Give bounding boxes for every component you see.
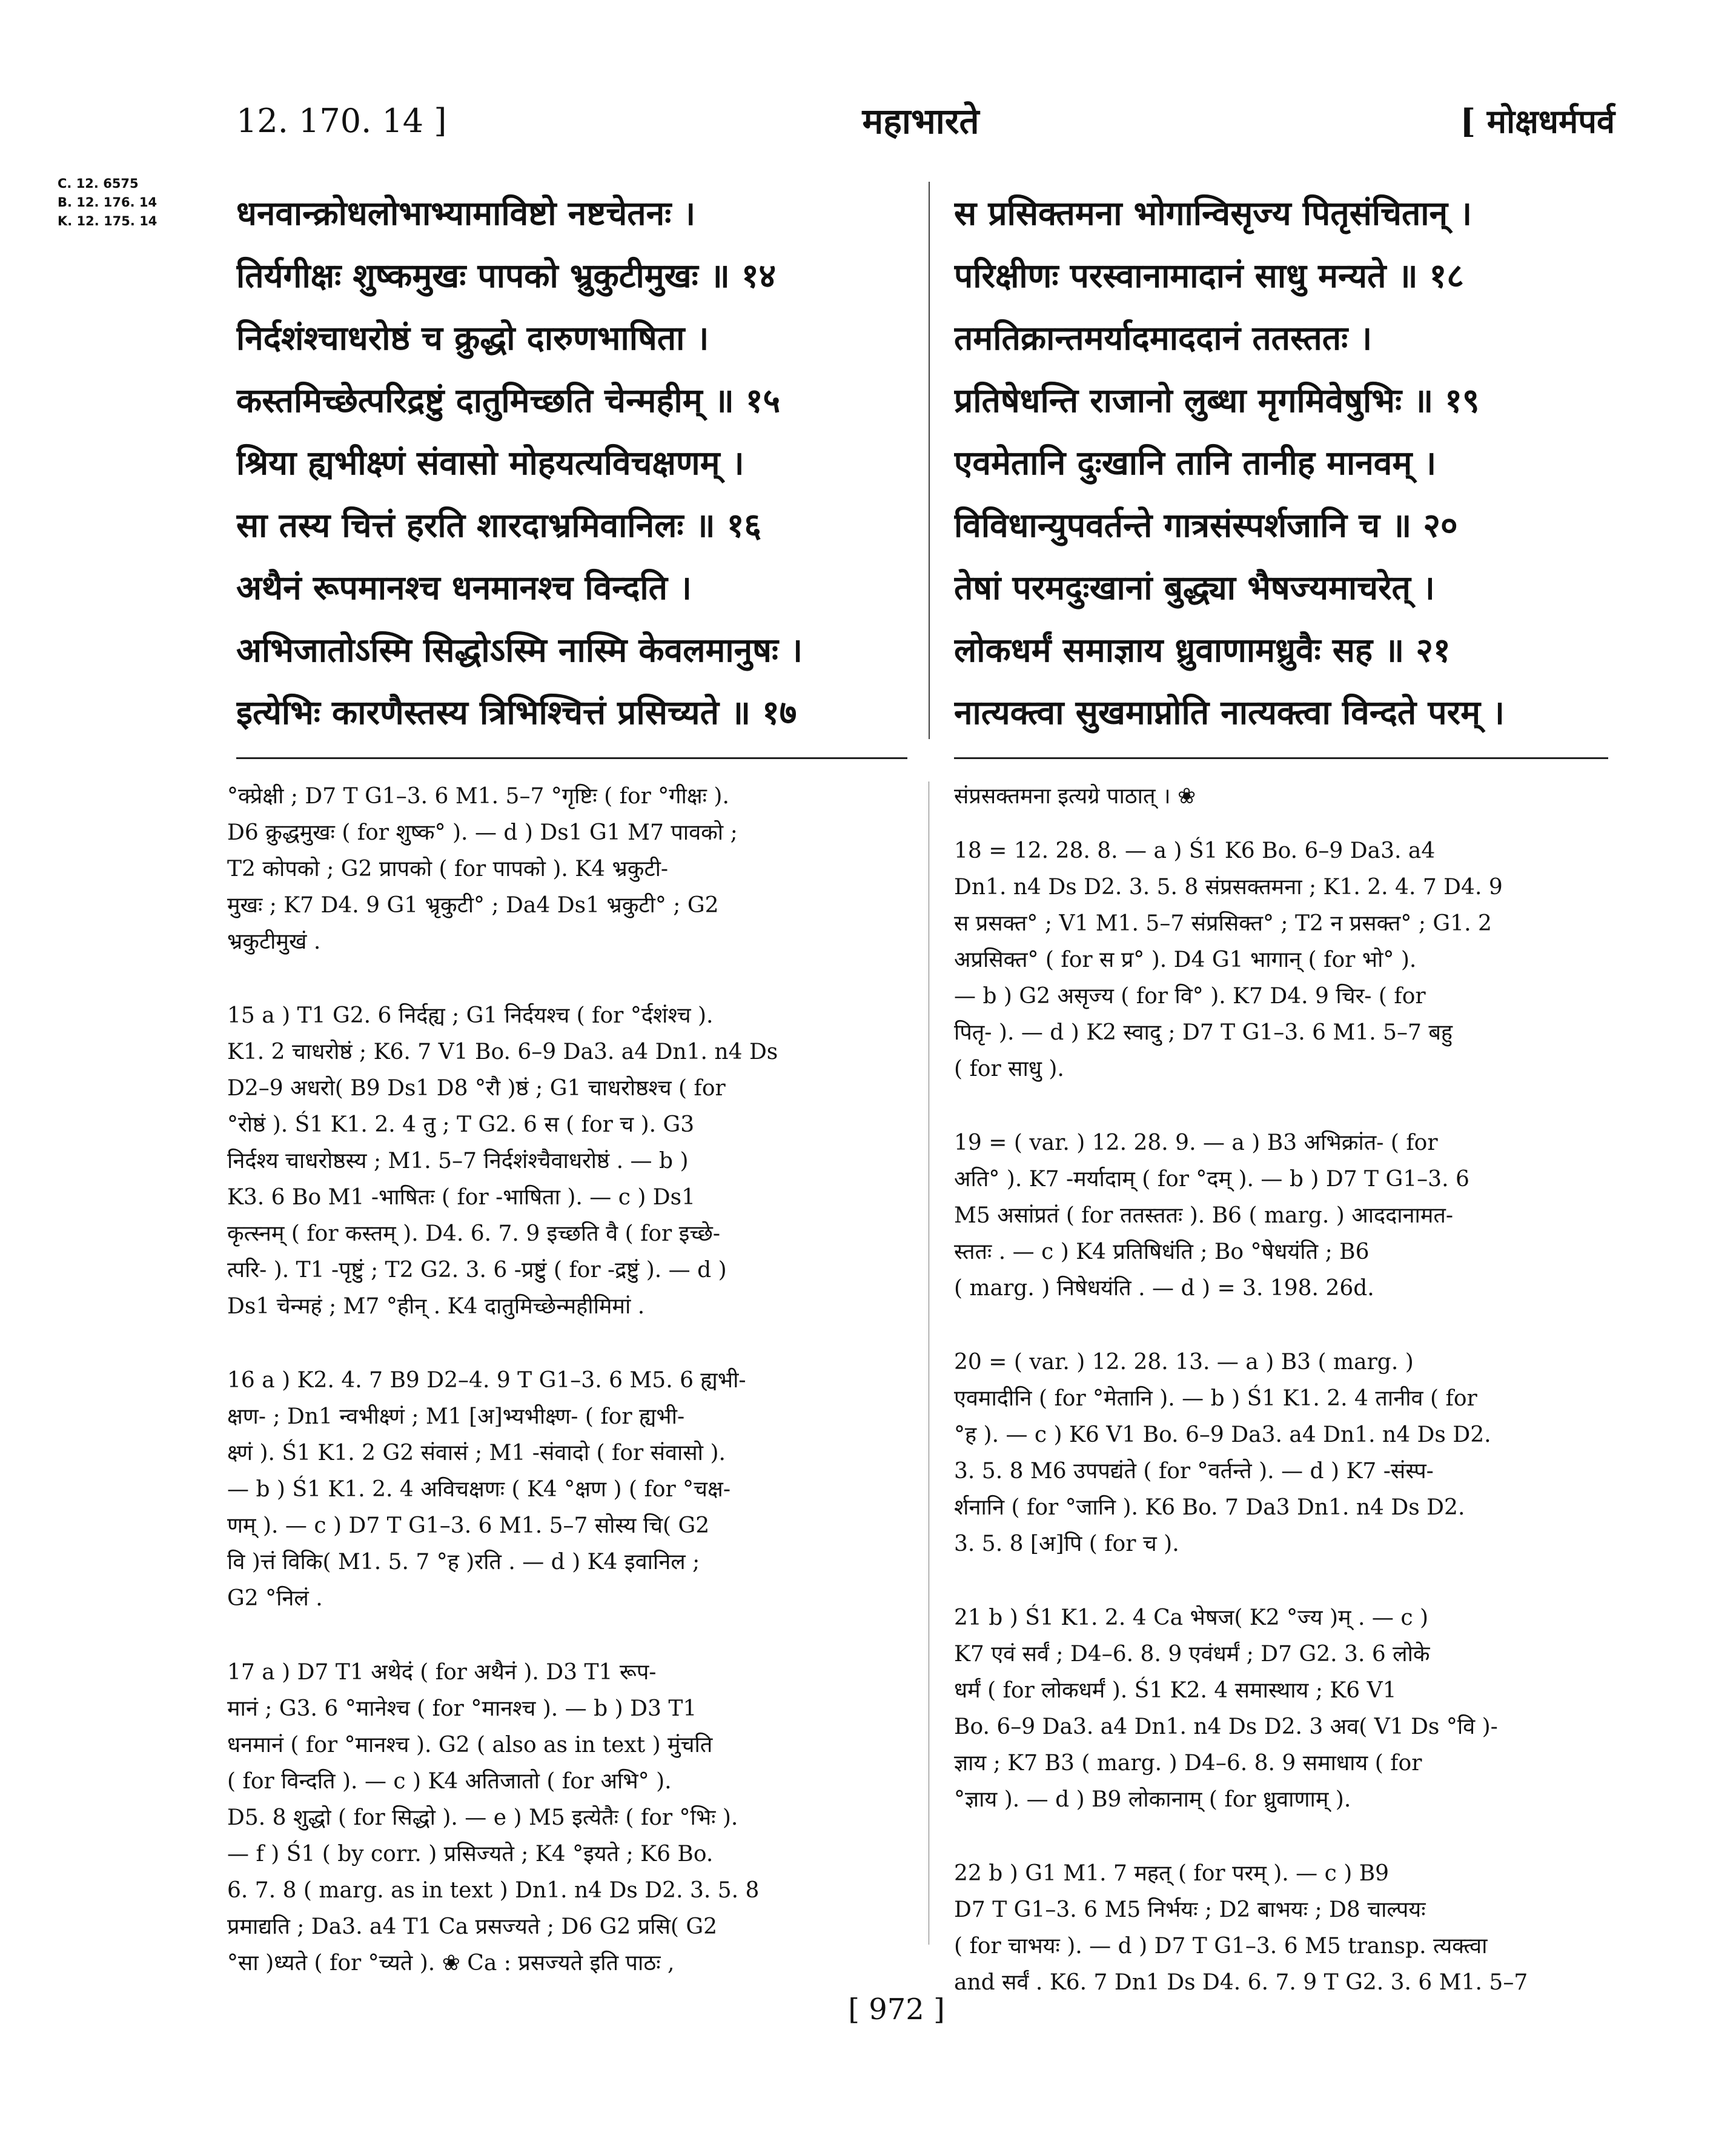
verse-line: कस्तमिच्छेत्परिद्रष्टुं दातुमिच्छति चेन्महीम् ॥ १५: [236, 380, 781, 420]
header-parvan-title: [ मोक्षधर्मपर्व: [1460, 102, 1615, 141]
note-line: मानं ; G3. 6 °मानेश्च ( for °मानश्च ). — b ) D3 T1: [227, 1696, 697, 1721]
text-notes-separator-right: [954, 757, 1608, 759]
note-paragraph-18: [954, 833, 1614, 1087]
verse-line: प्रतिषेधन्ति राजानो लुब्धा मृगमिवेषुभिः ॥ १९: [954, 380, 1480, 420]
verse-line: लोकधर्मं समाज्ञाय ध्रुवाणामध्रुवैः सह ॥ २१: [954, 630, 1451, 669]
note-line: 19 = ( var. ) 12. 28. 9. — a ) B3 अभिक्रांत- ( for: [954, 1130, 1438, 1155]
note-line: र्शनानि ( for °जानि ). K6 Bo. 7 Da3 Dn1. n4 Ds D2.: [954, 1495, 1465, 1520]
note-line: Dn1. n4 Ds D2. 3. 5. 8 संप्रसक्तमना ; K1. 2. 4. 7 D4. 9: [954, 875, 1503, 900]
verse-line: तेषां परमदुःखानां बुद्ध्या भैषज्यमाचरेत् ।: [954, 568, 1435, 607]
note-line: क्षण- ; Dn1 न्वभीक्ष्णं ; M1 [अ]भ्यभीक्ष्ण- ( for ह्यभी-: [227, 1404, 685, 1429]
note-line: 20 = ( var. ) 12. 28. 13. — a ) B3 ( marg. ): [954, 1350, 1414, 1375]
note-line: °ह ). — c ) K6 V1 Bo. 6–9 Da3. a4 Dn1. n4 Ds D2.: [954, 1422, 1491, 1447]
header-verse-reference: 12. 170. 14 ]: [236, 102, 447, 140]
note-line: क्ष्णं ). Ś1 K1. 2 G2 संवासं ; M1 -संवादो ( for संवासो ).: [227, 1441, 726, 1465]
note-line: °सा )ध्यते ( for °च्यते ). ❀ Ca : प्रसज्यते इति पाठः ,: [227, 1951, 675, 1976]
notes-column-left: [227, 778, 906, 1982]
note-paragraph-21: [954, 1600, 1614, 1818]
verse-line: सा तस्य चित्तं हरति शारदाभ्रमिवानिलः ॥ १६: [236, 505, 761, 545]
verse-line: धनवान्क्रोधलोभाभ्यामाविष्टो नष्टचेतनः ।: [236, 193, 696, 233]
note-line: संप्रसक्तमना इत्यग्रे पाठात् । ❀: [954, 784, 1196, 809]
text-notes-separator-left: [236, 757, 907, 759]
note-line: and सर्वं . K6. 7 Dn1 Ds D4. 6. 7. 9 T G2. 3. 6 M1. 5–7: [954, 1970, 1528, 1995]
note-line: 17 a ) D7 T1 अथेदं ( for अथैनं ). D3 T1 रूप-: [227, 1660, 657, 1685]
note-line: — b ) G2 असृज्य ( for वि° ). K7 D4. 9 चिर- ( for: [954, 984, 1426, 1009]
note-line: — b ) Ś1 K1. 2. 4 अविचक्षणः ( K4 °क्षण ) ( for °चक्ष-: [227, 1477, 731, 1502]
header-book-title: महाभारते: [862, 101, 979, 142]
verse-column-divider: [929, 182, 930, 739]
concordance-b: B. 12. 176. 14: [58, 195, 157, 210]
notes-column-right: [954, 778, 1614, 2001]
note-line: पितृ- ). — d ) K2 स्वादु ; D7 T G1–3. 6 M1. 5–7 बहु: [954, 1020, 1453, 1045]
verse-line: श्रिया ह्यभीक्ष्णं संवासो मोहयत्यविचक्षणम् ।: [236, 443, 744, 482]
verse-column-left: [236, 182, 881, 745]
verse-line: तिर्यगीक्षः शुष्कमुखः पापको भ्रुकुटीमुखः ॥ १४: [236, 256, 777, 295]
note-line: वि )त्तं विकि( M1. 5. 7 °ह )रति . — d ) K4 इवानिल ;: [227, 1550, 700, 1575]
note-paragraph-19: [954, 1125, 1614, 1307]
note-line: T2 कोपको ; G2 प्रापको ( for पापको ). K4 भ्रकुटी-: [227, 857, 669, 881]
note-line: ( for चाभयः ). — d ) D7 T G1–3. 6 M5 transp. त्यक्त्वा: [954, 1934, 1488, 1959]
note-line: 15 a ) T1 G2. 6 निर्दह्य ; G1 निर्दयश्च ( for °र्दशंश्च ).: [227, 1003, 714, 1028]
verse-line: तमतिक्रान्तमर्यादमाददानं ततस्ततः ।: [954, 318, 1373, 357]
note-paragraph-15: [227, 998, 906, 1325]
note-line: ज्ञाय ; K7 B3 ( marg. ) D4–6. 8. 9 समाधाय ( for: [954, 1751, 1422, 1776]
note-line: अति° ). K7 -मर्यादाम् ( for °दम् ). — b ) D7 T G1–3. 6: [954, 1167, 1469, 1192]
note-line: अप्रसिक्त° ( for स प्र° ). D4 G1 भागान् ( for भो° ).: [954, 947, 1417, 972]
note-line: त्परि- ). T1 -पृष्टुं ; T2 G2. 3. 6 -प्रष्टुं ( for -द्रष्टुं ). — d ): [227, 1258, 727, 1283]
note-line: K3. 6 Bo M1 -भाषितः ( for -भाषिता ). — c ) Ds1: [227, 1185, 696, 1210]
note-line: भ्रकुटीमुखं .: [227, 929, 321, 954]
concordance-references: [58, 174, 157, 231]
note-line: ( for विन्दति ). — c ) K4 अतिजातो ( for अभि° ).: [227, 1769, 672, 1794]
note-line: M5 असांप्रतं ( for ततस्ततः ). B6 ( marg. ) आददानामत-: [954, 1203, 1454, 1228]
verse-line: अभिजातोऽस्मि सिद्धोऽस्मि नास्मि केवलमानुषः ।: [236, 630, 803, 669]
verse-line: अथैनं रूपमानश्च धनमानश्च विन्दति ।: [236, 568, 692, 607]
verse-column-right: [954, 182, 1626, 745]
note-line: — f ) Ś1 ( by corr. ) प्रसिज्यते ; K4 °इयते ; K6 Bo.: [227, 1842, 714, 1867]
note-line: D7 T G1–3. 6 M5 निर्भयः ; D2 बाभयः ; D8 चाल्पयः: [954, 1897, 1426, 1922]
note-line: °रोष्ठं ). Ś1 K1. 2. 4 तु ; T G2. 6 स ( for च ). G3: [227, 1112, 695, 1137]
note-paragraph-22: [954, 1856, 1614, 2001]
note-line: णम् ). — c ) D7 T G1–3. 6 M1. 5–7 सोस्य चि( G2: [227, 1513, 710, 1538]
note-line: स प्रसक्त° ; V1 M1. 5–7 संप्रसिक्त° ; T2 न प्रसक्त° ; G1. 2: [954, 911, 1492, 936]
note-line: D6 क्रुद्धमुखः ( for शुष्क° ). — d ) Ds1 G1 M7 पावको ;: [227, 820, 738, 845]
note-line: °क्प्रेक्षी ; D7 T G1–3. 6 M1. 5–7 °गृष्टिः ( for °गीक्षः ).: [227, 784, 729, 809]
verse-line: इत्येभिः कारणैस्तस्य त्रिभिश्चित्तं प्रसिच्यते ॥ १७: [236, 692, 797, 732]
note-line: धनमानं ( for °मानश्च ). G2 ( also as in text ) मुंचति: [227, 1733, 713, 1757]
note-line: D2–9 अधरो( B9 Ds1 D8 °रौ )ष्ठं ; G1 चाधरोष्ठश्च ( for: [227, 1076, 726, 1101]
note-paragraph-continuation: [954, 778, 1614, 815]
note-line: 16 a ) K2. 4. 7 B9 D2–4. 9 T G1–3. 6 M5. 6 ह्यभी-: [227, 1368, 746, 1393]
note-line: ( for साधु ).: [954, 1057, 1064, 1081]
note-line: ( marg. ) निषेधयंति . — d ) = 3. 198. 26d.: [954, 1276, 1374, 1301]
concordance-k: K. 12. 175. 14: [58, 214, 157, 228]
verse-line: विविधान्युपवर्तन्ते गात्रसंस्पर्शजानि च ॥ २०: [954, 505, 1458, 545]
note-line: 3. 5. 8 M6 उपपद्यंते ( for °वर्तन्ते ). — d ) K7 -संस्प-: [954, 1459, 1434, 1484]
note-paragraph-16: [227, 1362, 906, 1617]
note-line: मुखः ; K7 D4. 9 G1 भ्रृकुटी° ; Da4 Ds1 भ्रकुटी° ; G2: [227, 893, 719, 918]
note-line: Bo. 6–9 Da3. a4 Dn1. n4 Ds D2. 3 अव( V1 Ds °वि )-: [954, 1714, 1498, 1739]
note-line: °ज्ञाय ). — d ) B9 लोकानाम् ( for ध्रुवाणाम् ).: [954, 1787, 1351, 1812]
note-line: कृत्स्नम् ( for कस्तम् ). D4. 6. 7. 9 इच्छति वै ( for इच्छे-: [227, 1221, 721, 1246]
note-line: धर्मं ( for लोकधर्मं ). Ś1 K2. 4 समास्थाय ; K6 V1: [954, 1678, 1397, 1703]
note-line: K7 एवं सर्वं ; D4–6. 8. 9 एवंधर्मं ; D7 G2. 3. 6 लोके: [954, 1642, 1430, 1667]
note-paragraph-14: [227, 778, 906, 960]
concordance-c: C. 12. 6575: [58, 176, 139, 191]
note-line: 18 = 12. 28. 8. — a ) Ś1 K6 Bo. 6–9 Da3. a4: [954, 838, 1436, 863]
note-line: 6. 7. 8 ( marg. as in text ) Dn1. n4 Ds D2. 3. 5. 8: [227, 1878, 760, 1903]
note-line: Ds1 चेन्महं ; M7 °हीन् . K4 दातुमिच्छेन्महीमिमां .: [227, 1294, 645, 1319]
verse-line: निर्दशंश्चाधरोष्ठं च क्रुद्धो दारुणभाषिता ।: [236, 318, 709, 357]
note-line: D5. 8 शुद्धो ( for सिद्धो ). — e ) M5 इत्येतैः ( for °भिः ).: [227, 1805, 738, 1830]
page-number: [ 972 ]: [848, 1993, 945, 2026]
note-line: 21 b ) Ś1 K1. 2. 4 Ca भेषज( K2 °ज्य )म् . — c ): [954, 1605, 1428, 1630]
note-line: 3. 5. 8 [अ]पि ( for च ).: [954, 1531, 1179, 1556]
note-line: G2 °निलं .: [227, 1586, 323, 1611]
verse-line: परिक्षीणः परस्वानामादानं साधु मन्यते ॥ १८: [954, 256, 1464, 295]
verse-line: स प्रसिक्तमना भोगान्विसृज्य पितृसंचितान् ।: [954, 193, 1473, 233]
verse-line: एवमेतानि दुःखानि तानि तानीह मानवम् ।: [954, 443, 1437, 482]
note-paragraph-20: [954, 1344, 1614, 1562]
note-line: निर्दश्य चाधरोष्ठस्य ; M1. 5–7 निर्दशंश्चैवाधरोष्ठं . — b ): [227, 1149, 689, 1173]
note-line: प्रमाद्यति ; Da3. a4 T1 Ca प्रसज्यते ; D6 G2 प्रसि( G2: [227, 1914, 718, 1939]
note-paragraph-17: [227, 1654, 906, 1982]
verse-line: नात्यक्त्वा सुखमाप्नोति नात्यक्त्वा विन्दते परम् ।: [954, 692, 1505, 732]
note-line: K1. 2 चाधरोष्ठं ; K6. 7 V1 Bo. 6–9 Da3. a4 Dn1. n4 Ds: [227, 1040, 778, 1064]
note-line: 22 b ) G1 M1. 7 महत् ( for परम् ). — c ) B9: [954, 1861, 1390, 1886]
note-line: एवमादीनि ( for °मेतानि ). — b ) Ś1 K1. 2. 4 तानीव ( for: [954, 1386, 1477, 1411]
note-line: स्ततः . — c ) K4 प्रतिषिधंति ; Bo °षेधयंति ; B6: [954, 1239, 1370, 1264]
